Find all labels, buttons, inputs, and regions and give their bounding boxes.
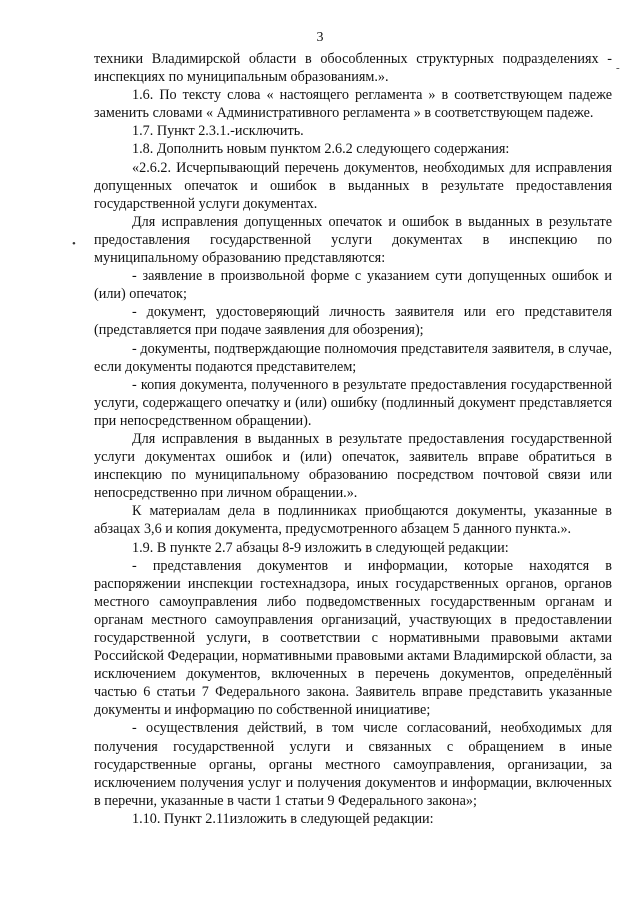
paragraph: - осуществления действий, в том числе согласований, необходимых для получения государственной услуги и связанных с обращением в иные государственные органы, органы местного самоуправления, организации, за исключением получения услуг и получения документов и информации, включенных в перечни, указанные в части 1 статьи 9 Федерального закона»; (94, 720, 612, 809)
scan-mark: • (72, 238, 76, 250)
document-body (94, 50, 612, 828)
paragraph: Для исправления в выданных в результате предоставления государственной услуги документах ошибок и (или) опечаток, заявитель вправе обратиться в инспекцию по муниципальному образованию посредством почтовой связи или непосредственно при личном обращении.». (94, 430, 612, 502)
paragraph: - заявление в произвольной форме с указанием сути допущенных ошибок и (или) опечаток; (94, 268, 612, 303)
paragraph: 1.6. По тексту слова « настоящего регламента » в соответствующем падеже заменить словами « Административного регламента » в соответствующем падеже. (94, 87, 612, 122)
paragraph: - документы, подтверждающие полномочия представителя заявителя, в случае, если документы подаются представителем; (94, 340, 612, 375)
paragraph: Для исправления допущенных опечаток и ошибок в выданных в результате предоставления государственной услуги документах в инспекцию по муниципальному образованию представляются: (94, 213, 612, 267)
paragraph: 1.7. Пункт 2.3.1.-исключить. (132, 123, 304, 140)
paragraph: 1.9. В пункте 2.7 абзацы 8-9 изложить в следующей редакции: (132, 539, 509, 556)
paragraph: К материалам дела в подлинниках приобщаются документы, указанные в абзацах 3,6 и копия документа, предусмотренного абзацем 5 данного пункта.». (94, 503, 612, 538)
paragraph: техники Владимирской области в обособленных структурных подразделениях - инспекциях по муниципальным образованиям.». (94, 51, 612, 86)
paragraph: - документ, удостоверяющий личность заявителя или его представителя (представляется при подаче заявления для обозрения); (94, 304, 612, 339)
paragraph: 1.10. Пункт 2.11изложить в следующей редакции: (132, 810, 434, 827)
paragraph: - представления документов и информации, которые находятся в распоряжении инспекции гостехнадзора, иных государственных органов, органов местного самоуправления либо подведомственных государственным органам и органам местного самоуправления организаций, участвующих в предоставлении государственной услуги, в соответствии с нормативными правовыми актами Российской Федерации, нормативными правовыми актами Владимирской области, за исключением документов, включенных в перечень документов, определённый частью 6 статьи 7 Федерального закона. Заявитель вправе представить указанные документы и информацию по собственной инициативе; (94, 557, 612, 719)
page-number: 3 (316, 30, 324, 45)
paragraph: 1.8. Дополнить новым пунктом 2.6.2 следующего содержания: (132, 141, 510, 158)
paragraph: - копия документа, полученного в результате предоставления государственной услуги, содержащего опечатку и (или) ошибку (подлинный документ представляется при непосредственном обращении). (94, 376, 612, 429)
paragraph: «2.6.2. Исчерпывающий перечень документов, необходимых для исправления допущенных опечаток и ошибок в выданных в результате предоставления государственной услуги документах. (94, 159, 612, 212)
scan-mark: - (616, 62, 620, 74)
